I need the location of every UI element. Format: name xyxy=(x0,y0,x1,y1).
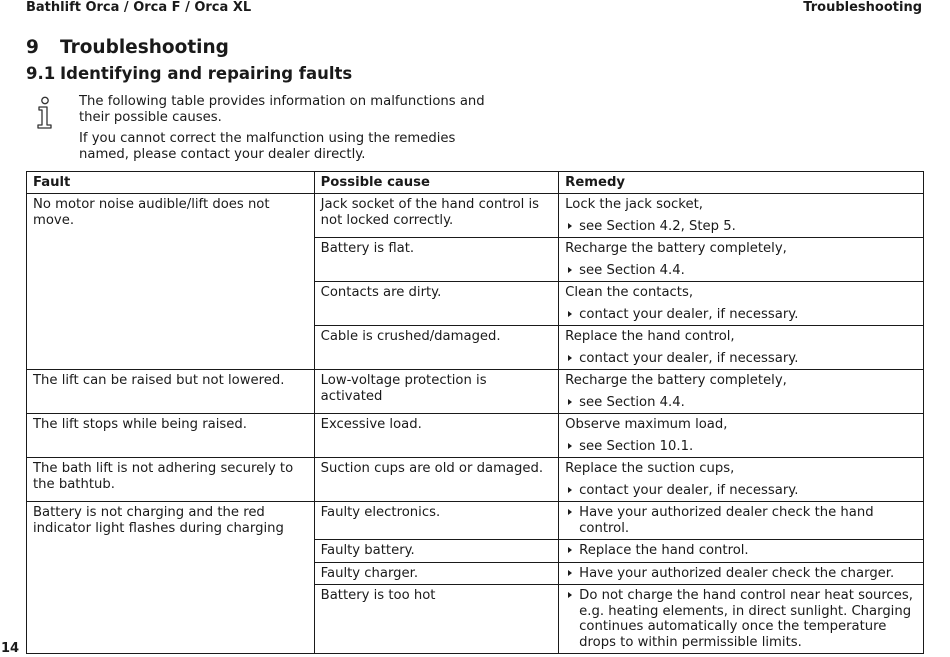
remedy-text: Replace the hand control, xyxy=(565,329,735,344)
fault-cell: No motor noise audible/lift does not move. xyxy=(27,194,315,370)
column-header-cause: Possible cause xyxy=(314,172,559,194)
section-title: Troubleshooting xyxy=(60,37,229,58)
remedy-bullet: see Section 4.2, Step 5. xyxy=(565,219,916,235)
cause-cell: Battery is too hot xyxy=(314,585,559,654)
remedy-cell xyxy=(559,562,924,585)
remedy-cell xyxy=(559,238,924,282)
table-row xyxy=(27,414,924,458)
remedy-cell xyxy=(559,458,924,502)
table-row xyxy=(27,502,924,540)
cause-cell: Suction cups are old or damaged. xyxy=(314,458,559,502)
cause-cell: Battery is flat. xyxy=(314,238,559,282)
cause-cell: Cable is crushed/damaged. xyxy=(314,326,559,370)
column-header-fault: Fault xyxy=(27,172,315,194)
remedy-cell xyxy=(559,326,924,370)
subsection-title: Identifying and repairing faults xyxy=(60,64,353,83)
remedy-cell xyxy=(559,540,924,563)
fault-cell: The bath lift is not adhering securely to the bathtub. xyxy=(27,458,315,502)
remedy-cell xyxy=(559,194,924,238)
table-row xyxy=(27,194,924,238)
fault-cell: The lift can be raised but not lowered. xyxy=(27,370,315,414)
troubleshooting-table xyxy=(26,171,924,654)
cause-cell: Faulty electronics. xyxy=(314,502,559,540)
remedy-text: Clean the contacts, xyxy=(565,285,694,300)
remedy-bullet: contact your dealer, if necessary. xyxy=(565,307,916,323)
remedy-bullet: see Section 10.1. xyxy=(565,439,916,455)
table-row xyxy=(27,458,924,502)
cause-cell: Contacts are dirty. xyxy=(314,282,559,326)
intro-paragraph-1: The following table provides information on malfunctions and their possible causes. xyxy=(79,94,485,125)
section-number: 9 xyxy=(26,37,39,58)
remedy-text: Lock the jack socket, xyxy=(565,197,703,212)
column-header-remedy: Remedy xyxy=(559,172,924,194)
remedy-cell xyxy=(559,282,924,326)
fault-cell: The lift stops while being raised. xyxy=(27,414,315,458)
cause-cell: Faulty battery. xyxy=(314,540,559,563)
remedy-text: Recharge the battery completely, xyxy=(565,241,787,256)
remedy-bullet: Replace the hand control. xyxy=(565,543,916,559)
remedy-cell xyxy=(559,585,924,654)
table-header-row xyxy=(27,172,924,194)
cause-cell: Jack socket of the hand control is not locked correctly. xyxy=(314,194,559,238)
cause-cell: Excessive load. xyxy=(314,414,559,458)
remedy-text: Replace the suction cups, xyxy=(565,461,735,476)
remedy-bullet: Have your authorized dealer check the hand control. xyxy=(565,505,916,536)
fault-cell: Battery is not charging and the red indicator light flashes during charging xyxy=(27,502,315,654)
remedy-bullet: Do not charge the hand control near heat sources, e.g. heating elements, in direct sunlight. Charging continues automatically once the temperature drops to within permissible limits. xyxy=(565,588,916,650)
remedy-text: Recharge the battery completely, xyxy=(565,373,787,388)
intro-paragraph-2: If you cannot correct the malfunction using the remedies named, please contact your dealer directly. xyxy=(79,131,456,162)
remedy-bullet: contact your dealer, if necessary. xyxy=(565,483,916,499)
running-header-left: Bathlift Orca / Orca F / Orca XL xyxy=(26,0,252,15)
remedy-cell xyxy=(559,370,924,414)
cause-cell: Faulty charger. xyxy=(314,562,559,585)
remedy-bullet: contact your dealer, if necessary. xyxy=(565,351,916,367)
subsection-number: 9.1 xyxy=(26,64,56,83)
remedy-cell xyxy=(559,502,924,540)
remedy-bullet: see Section 4.4. xyxy=(565,395,916,411)
table-row xyxy=(27,370,924,414)
remedy-bullet: see Section 4.4. xyxy=(565,263,916,279)
remedy-cell xyxy=(559,414,924,458)
cause-cell: Low-voltage protection is activated xyxy=(314,370,559,414)
info-icon xyxy=(34,96,56,130)
remedy-bullet: Have your authorized dealer check the charger. xyxy=(565,566,916,582)
running-header-right: Troubleshooting xyxy=(803,0,922,15)
subsection-heading xyxy=(26,64,352,83)
page-number: 14 xyxy=(1,641,20,656)
remedy-text: Observe maximum load, xyxy=(565,417,728,432)
section-heading xyxy=(26,37,229,58)
